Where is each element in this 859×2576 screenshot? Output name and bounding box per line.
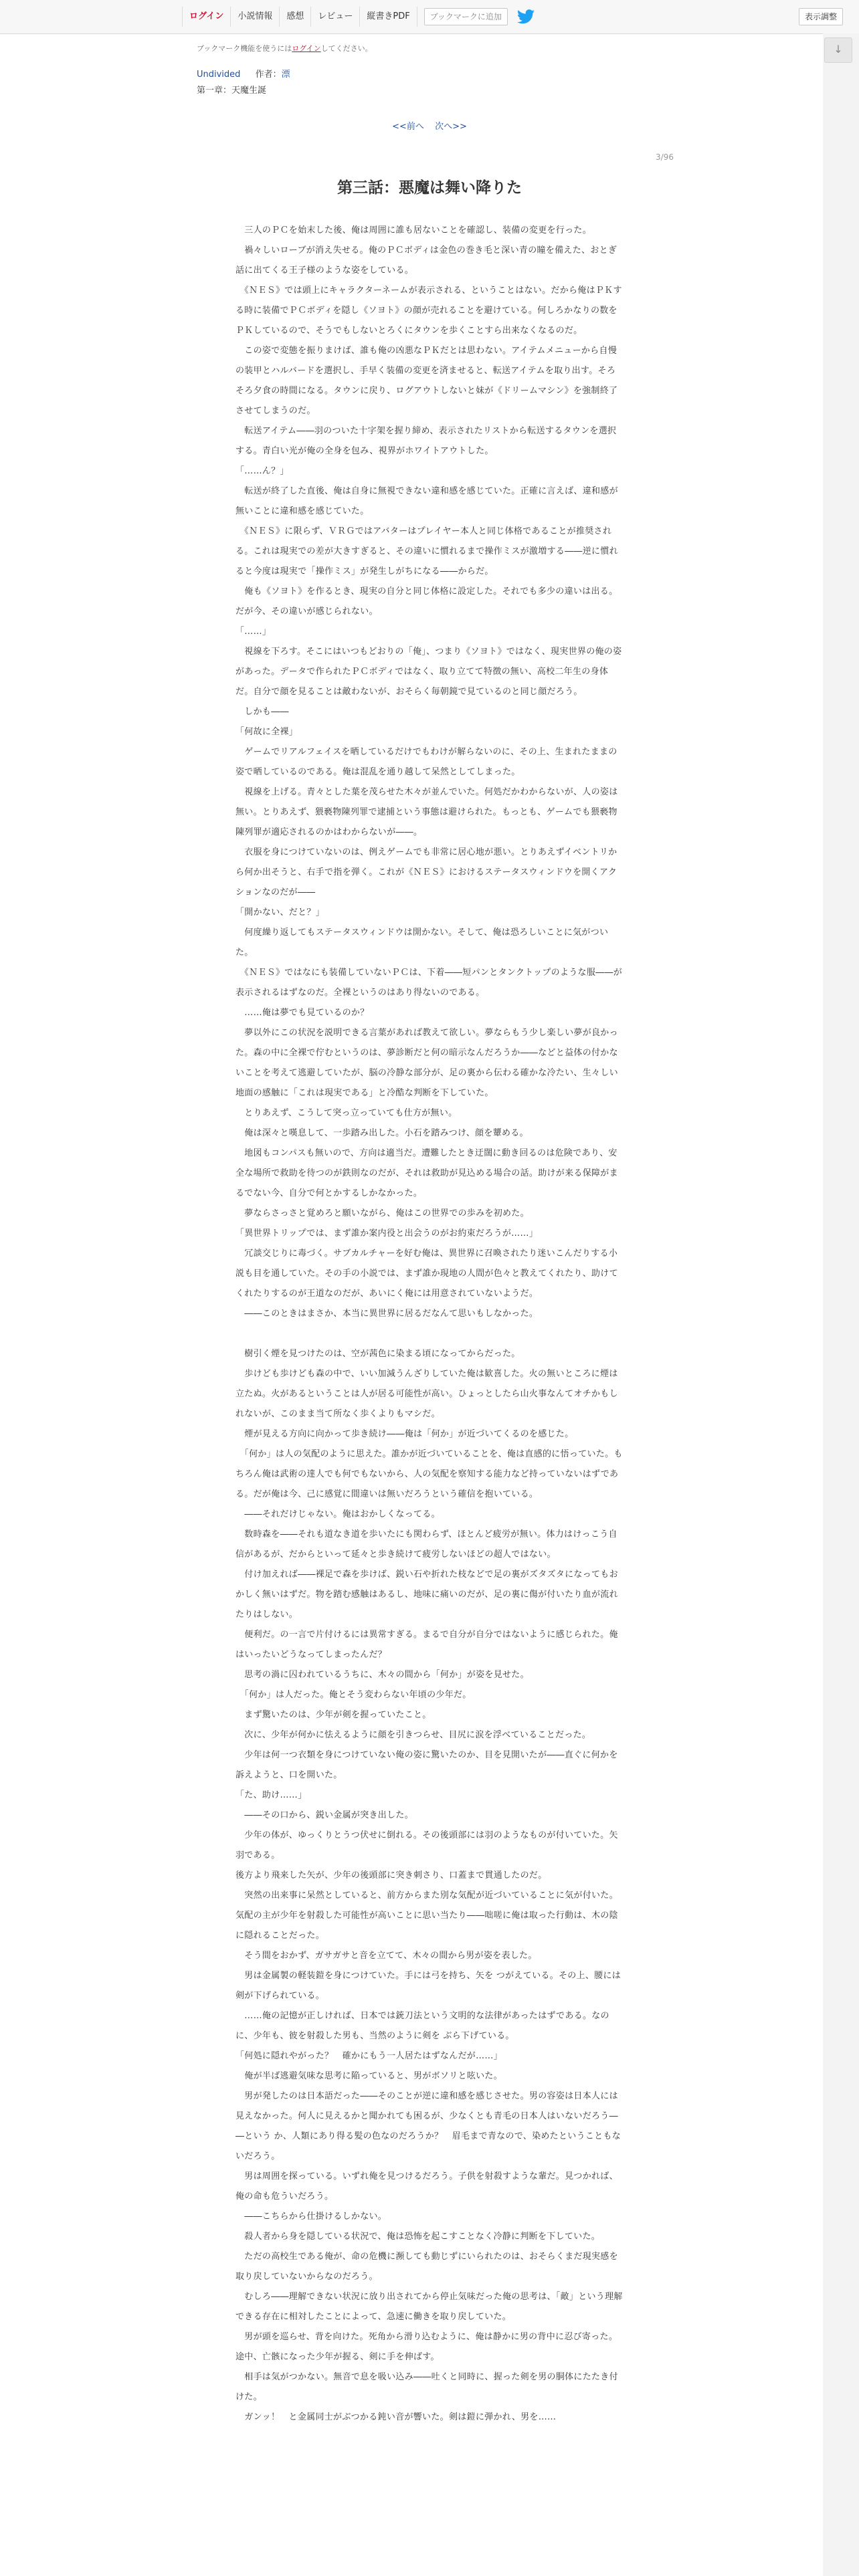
body-paragraph: 殺人者から身を隠している状況で、俺は恐怖を起こすことなく冷静に判断を下していた。 — [235, 2232, 601, 2242]
right-rail — [823, 33, 859, 2576]
body-paragraph: 男は金属製の軽装鎧を身につけていた。手には弓を持ち、矢を つがえている。その上、腰には剣が下げられている。 — [235, 1971, 622, 2001]
page-count: 3/96 — [656, 152, 674, 162]
top-navbar — [0, 0, 859, 34]
body-paragraph: ただの高校生である俺が、命の危機に瀕しても動じずにいられたのは、おそらくまだ現実感を取り戻していないからなのだろう。 — [235, 2252, 618, 2282]
author-name-link[interactable]: 漂 — [281, 70, 290, 80]
novel-body — [235, 221, 624, 2428]
body-paragraph: しかも―― — [235, 707, 289, 717]
body-paragraph: 歩けども歩けども森の中で、いい加減うんざりしていた俺は歓喜した。火の無いところに煙は立たぬ。火があるということは人が居る可能性が高い。ひょっとしたら山火事なんてオチかもしれないが、このまま当て所なく歩くよりもマシだ。 — [235, 1369, 618, 1419]
next-page-link[interactable]: 次へ>> — [435, 122, 467, 132]
bookmark-note-text-after: してください。 — [320, 44, 373, 53]
bookmark-login-note — [197, 43, 373, 53]
body-paragraph: 少年は何一つ衣類を身につけていない俺の姿に驚いたのか、目を見開いたが――直ぐに何かを訴えようと、口を開いた。 — [235, 1750, 618, 1780]
body-paragraph: むしろ――理解できない状況に放り出されてから停止気味だった俺の思考は、「敵」という理解できる存在に相対したことによって、急速に働きを取り戻していた。 — [235, 2292, 623, 2322]
add-bookmark-button[interactable]: ブックマークに追加 — [424, 8, 508, 25]
body-paragraph: 冗談交じりに毒づく。サブカルチャーを好む俺は、異世界に召喚されたり迷いこんだりする小説も目を通していた。その手の小説では、まず誰か現地の人間が色々と教えてくれたり、助けてくれたりするのが王道なのだが、あいにく俺には用意されていないようだ。 — [235, 1249, 618, 1299]
body-paragraph: ――それだけじゃない。俺はおかしくなってる。 — [235, 1509, 440, 1519]
body-paragraph: ――その口から、鋭い金属が突き出した。 — [235, 1810, 414, 1820]
body-paragraph: 煙が見える方向に向かって歩き続け――俺は「何か」が近づいてくるのを感じた。 — [235, 1429, 574, 1439]
body-paragraph: 「異世界トリップでは、まず誰か案内役と出会うのがお約束だろうが……」 — [235, 1228, 539, 1239]
body-paragraph: そう間をおかず、ガサガサと音を立てて、木々の間から男が姿を表した。 — [235, 1951, 537, 1961]
body-paragraph: 視線を上げる。青々とした葉を茂らせた木々が並んでいた。何処だかわからないが、人の姿は無い。とりあえず、猥褻物陳列罪で逮捕という事態は避けられた。もっとも、ゲームでも猥褻物陳列罪が適応されるのかはわからないが――。 — [235, 787, 618, 837]
display-settings-button[interactable]: 表示調整 — [799, 8, 843, 25]
body-paragraph: 後方より飛来した矢が、少年の後頭部に突き刺さり、口蓋まで貫通したのだ。 — [235, 1870, 547, 1881]
body-paragraph: まず驚いたのは、少年が剣を握っていたこと。 — [235, 1710, 432, 1720]
body-paragraph: 「何か」は人だった。俺とそう変わらない年頃の少年だ。 — [235, 1690, 472, 1700]
body-paragraph: 相手は気がつかない。無音で息を吸い込み――吐くと同時に、握った剣を男の胴体にたたき付けた。 — [235, 2372, 618, 2402]
scroll-down-button[interactable]: ↓ — [824, 37, 852, 63]
body-paragraph: 男が発したのは日本語だった――そのことが逆に違和感を感じさせた。男の容姿は日本人には見えなかった。何人に見えるかと聞かれても困るが、少なくとも青毛の日本人はいないだろう――という か、人類にあり得る髪の色なのだろうか？ 眉毛まで青なので、染めたということもないだろう。 — [235, 2091, 622, 2161]
body-paragraph: 「何処に隠れやがった？ 確かにもう一人居たはずなんだが……」 — [235, 2051, 503, 2061]
episode-title: 第三話：悪魔は舞い降りた — [337, 179, 522, 197]
body-paragraph: 次に、少年が何かに怯えるように顔を引きつらせ、目尻に涙を浮べていることだった。 — [235, 1730, 591, 1740]
body-paragraph: ガンッ！ と金属同士がぶつかる鈍い音が響いた。剣は鎧に弾かれ、男を…… — [235, 2412, 557, 2422]
body-paragraph: 衣服を身につけていないのは、例えゲームでも非常に居心地が悪い。とりあえずイベントリから何か出そうと、右手で指を弾く。これが《ＮＥＳ》におけるステータスウィンドウを開くアクションなのだが―― — [235, 847, 617, 897]
review-link[interactable]: レビュー — [311, 7, 360, 27]
body-paragraph: 転送アイテム――羽のついた十字架を握り締め、表示されたリストから転送するタウンを選択する。青白い光が俺の全身を包み、視界がホワイトアウトした。 — [235, 426, 617, 456]
body-paragraph: 「……ん？」 — [235, 466, 289, 476]
body-paragraph: 数時森を――それも道なき道を歩いたにも関わらず、ほとんど疲労が無い。体力はけっこう自信があるが、だからといって延々と歩き続けて疲労しないほどの超人ではない。 — [235, 1529, 617, 1560]
pager — [0, 119, 859, 132]
body-paragraph: 《ＮＥＳ》ではなにも装備していないＰＣは、下着――短パンとタンクトップのような服――が表示されるはずなのだ。全裸というのはあり得ないのである。 — [235, 968, 623, 998]
body-paragraph: 転送が終了した直後、俺は自身に無視できない違和感を感じていた。正確に言えば、違和感が無いことに違和感を感じていた。 — [235, 486, 618, 516]
body-paragraph: この姿で変態を振りまけば、誰も俺の凶悪なＰＫだとは思わない。アイテムメニューから自慢の装甲とハルバードを選択し、手早く装備の変更を済ませると、転送アイテムを取り出す。そろそろ夕食の時間になる。タウンに戻り、ログアウトしないと妹が《ドリームマシン》を強制終了させてしまうのだ。 — [235, 346, 618, 416]
body-paragraph: 三人のＰＣを始末した後、俺は周囲に誰も居ないことを確認し、装備の変更を行った。 — [235, 225, 592, 235]
author-label: 作者： — [255, 70, 282, 80]
twitter-icon[interactable] — [517, 9, 535, 24]
body-paragraph: 思考の渦に囚われているうちに、木々の間から「何か」が姿を見せた。 — [235, 1670, 529, 1680]
body-paragraph: ……俺は夢でも見ているのか？ — [235, 1008, 369, 1018]
impressions-link[interactable]: 感想 — [280, 7, 311, 27]
body-paragraph: ゲームでリアルフェイスを晒しているだけでもわけが解らないのに、その上、生まれたままの姿で晒しているのである。俺は混乱を通り越して呆然としてしまった。 — [235, 747, 617, 777]
body-paragraph: 「何故に全裸」 — [235, 727, 298, 737]
body-paragraph: 俺も《ソヨト》を作るとき、現実の自分と同じ体格に設定した。それでも多少の違いは出る。だが今、その違いが感じられない。 — [235, 586, 618, 617]
body-paragraph: 視線を下ろす。そこにはいつもどおりの「俺」、つまり《ソヨト》ではなく、現実世界の俺の姿があった。データで作られたＰＣボディではなく、取り立てて特徴の無い、高校二年生の身体だ。自分で顔を見ることは敵わないが、おそらく毎朝鏡で見ているのと同じ顔だろう。 — [235, 647, 622, 697]
prev-page-link[interactable]: <<前へ — [392, 122, 424, 132]
series-title-link[interactable]: Undivided — [197, 70, 241, 80]
login-link[interactable]: ログイン — [182, 7, 231, 27]
body-paragraph: 《ＮＥＳ》では頭上にキャラクターネームが表示される、ということはない。だから俺はＰＫする時に装備でＰＣボディを隠し《ソヨト》の顔が売れることを避けている。何しろかなりの数をＰＫしているので、そうでもしないとろくにタウンを歩くことすら出来なくなるのだ。 — [235, 286, 622, 336]
body-paragraph: 《ＮＥＳ》に限らず、ＶＲＧではアバターはプレイヤー本人と同じ体格であることが推奨される。これは現実での差が大きすぎると、その違いに慣れるまで操作ミスが激増する――逆に慣れると今度は現実で「操作ミス」が発生しがちになる――からだ。 — [235, 526, 618, 576]
body-paragraph: ――このときはまさか、本当に異世界に居るだなんて思いもしなかった。 — [235, 1309, 539, 1319]
body-paragraph: 男が頭を巡らせ、背を向けた。死角から滑り込むように、俺は静かに男の背中に忍び寄った。途中、亡骸になった少年が握る、剣に手を伸ばす。 — [235, 2332, 618, 2362]
body-paragraph — [235, 1324, 624, 1344]
series-line — [197, 67, 290, 80]
body-paragraph: 何度繰り返してもステータスウィンドウは開かない。そして、俺は恐ろしいことに気がついた。 — [235, 928, 609, 958]
body-paragraph: ――こちらから仕掛けるしかない。 — [235, 2212, 387, 2222]
body-paragraph: ……俺の記憶が正しければ、日本では銃刀法という文明的な法律があったはずである。なのに、少年も、彼を射殺した男も、当然のように剣を ぶら下げている。 — [235, 2011, 609, 2041]
body-paragraph: 便利だ。の一言で片付けるには異常すぎる。まるで自分が自分ではないように感じられた。俺はいったいどうなってしまったんだ？ — [235, 1630, 618, 1660]
body-paragraph: 突然の出来事に呆然としていると、前方からまた別な気配が近づいていることに気が付いた。気配の主が少年を射殺した可能性が高いことに思い当たり――咄嗟に俺は取った行動は、木の陰に隠れることだった。 — [235, 1891, 618, 1941]
body-paragraph: 俺は深々と嘆息して、一歩踏み出した。小石を踏みつけ、顔を顰める。 — [235, 1128, 529, 1138]
body-paragraph: 「何か」は人の気配のように思えた。誰かが近づいていることを、俺は直感的に悟っていた。もちろん俺は武術の達人でも何でもないから、人の気配を察知する能力など持っていないはずである。だが俺は今、己に感覚に間違いは無いだろうという確信を抱いている。 — [235, 1449, 623, 1499]
novel-info-link[interactable]: 小説情報 — [231, 7, 280, 27]
bookmark-note-text: ブックマーク機能を使うには — [197, 44, 292, 53]
author-info — [256, 70, 290, 80]
bookmark-login-link[interactable]: ログイン — [292, 44, 321, 53]
body-paragraph: 「開かない、だと？」 — [235, 907, 325, 918]
body-paragraph: 樹引く煙を見つけたのは、空が茜色に染まる頃になってからだった。 — [235, 1349, 520, 1359]
body-paragraph: 地図もコンパスも無いので、方向は適当だ。遭難したとき迂闊に動き回るのは危険であり、安全な場所で救助を待つのが鉄則なのだが、それは救助が見込める場合の話。助けが来る保障がまるでない今、自分で何とかするしかなかった。 — [235, 1148, 618, 1198]
body-paragraph: 少年の体が、ゆっくりとうつ伏せに倒れる。その後頭部には羽のようなものが付いていた。矢羽である。 — [235, 1830, 618, 1860]
body-paragraph: 夢ならさっさと覚めろと願いながら、俺はこの世界での歩みを初めた。 — [235, 1208, 529, 1218]
body-paragraph: とりあえず、こうして突っ立っていても仕方が無い。 — [235, 1108, 458, 1118]
body-paragraph: 「……」 — [235, 627, 272, 637]
body-paragraph: 男は周囲を探っている。いずれ俺を見つけるだろう。子供を射殺すような輩だ。見つかれば、俺の命も危ういだろう。 — [235, 2171, 618, 2202]
body-paragraph: 俺が半ば逃避気味な思考に陥っていると、男がボソリと呟いた。 — [235, 2071, 503, 2081]
body-paragraph: 夢以外にこの状況を説明できる言葉があれば教えて欲しい。夢ならもう少し楽しい夢が良かった。森の中に全裸で佇むというのは、夢診断だと何の暗示なんだろうか――などと益体の付かないことを考えて逃避していたが、脳の冷静な部分が、足の裏から伝わる確かな冷たい、生々しい地面の感触に「これは現実である」と冷酷な判断を下していた。 — [235, 1028, 618, 1098]
body-paragraph: 禍々しいローブが消え失せる。俺のＰＣボディは金色の巻き毛と深い青の瞳を備えた、おとぎ話に出てくる王子様のような姿をしている。 — [235, 245, 617, 276]
chapter-title: 第一章：天魔生誕 — [197, 86, 267, 96]
nav-menu — [182, 7, 535, 27]
vertical-pdf-link[interactable]: 縦書きPDF — [360, 7, 417, 27]
body-paragraph: 「た、助け……」 — [235, 1790, 307, 1800]
body-paragraph: 付け加えれば――裸足で森を歩けば、鋭い石や折れた枝などで足の裏がズタズタになってもおかしく無いはずだ。物を踏む感触はあるし、地味に痛いのだが、足の裏に傷が付いたり血が流れたりはしない。 — [235, 1570, 618, 1620]
